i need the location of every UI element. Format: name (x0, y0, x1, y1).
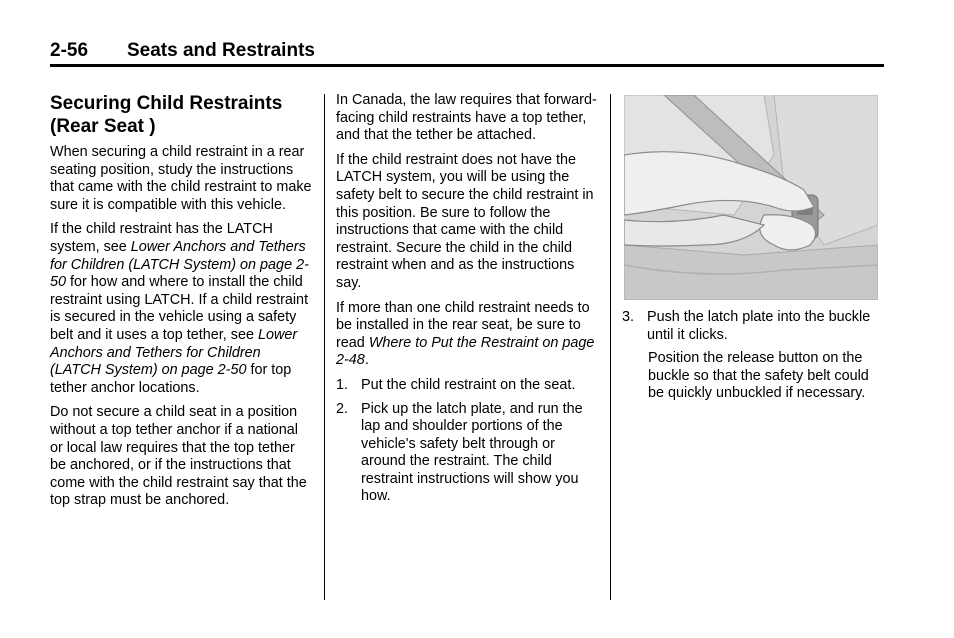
column-3 (622, 309, 884, 410)
column-1 (50, 92, 312, 517)
latch-plate-illustration (624, 95, 878, 300)
header-text (50, 40, 884, 62)
paragraph-top-tether-warning: Do not secure a child seat in a position without a top tether anchor if a national or local law requires that the top tether be anchored, or if the instructions that come with the child restraint say that the top strap must be anchored. (50, 404, 307, 509)
section-title: Seats and Restraints (127, 40, 315, 61)
cross-reference-link[interactable]: Where to Put the Restraint on page 2-48 (336, 334, 595, 369)
step-text: Put the child restraint on the seat. (361, 376, 576, 393)
section-heading: Securing Child Restraints (Rear Seat ) (50, 93, 283, 137)
column-2 (336, 92, 600, 512)
step-text: Push the latch plate into the buckle until it clicks. (647, 309, 871, 343)
step-number: 2. (336, 400, 349, 417)
step-item (336, 377, 600, 395)
paragraph-multiple-restraints (336, 300, 600, 370)
paragraph-multiple-text-b: . (364, 352, 369, 369)
step-text: Pick up the latch plate, and run the lap and shoulder portions of the vehicle's safety belt through or around the restraint. The child restraint instructions will show you how. (361, 400, 583, 505)
column-divider-1 (324, 94, 325, 600)
paragraph-compatibility: When securing a child restraint in a rear seating position, study the instructions that came with the child restraint to make sure it is compatible with this vehicle. (50, 144, 312, 213)
paragraph-latch-text-a: If the child restraint has the LATCH system, see (50, 221, 273, 255)
instruction-steps (336, 377, 600, 506)
paragraph-canada-law: In Canada, the law requires that forward-facing child restraints have a top tether, and that the tether be attached. (336, 92, 597, 144)
page-number: 2-56 (50, 40, 89, 61)
step-number: 3. (622, 309, 635, 325)
step-item (336, 401, 600, 507)
paragraph-no-latch: If the child restraint does not have the LATCH system, you will be using the safety belt to secure the child restraint in this position. Be sure to follow the instructions that came with the child restraint. Secure the child in the child restraint when and as the instructions say. (336, 151, 594, 291)
step-number: 1. (336, 376, 349, 393)
illustration-svg (624, 95, 878, 300)
step-note: Position the release button on the buckle so that the safety belt could be quickly unbuckled if necessary. (648, 350, 869, 402)
paragraph-multiple-text-a: If more than one child restraint needs to be installed in the rear seat, be sure to read (336, 299, 590, 351)
cross-reference-link[interactable]: Lower Anchors and Tethers for Children (LATCH System) on page 2-50 (50, 326, 298, 379)
paragraph-latch (50, 221, 312, 397)
page-header (50, 40, 884, 62)
column-divider-2 (610, 94, 611, 600)
cross-reference-link[interactable]: Lower Anchors and Tethers for Children (LATCH System) on page 2-50 (50, 238, 309, 291)
header-rule (50, 64, 884, 67)
paragraph-latch-text-c: for top tether anchor locations. (50, 362, 292, 396)
instruction-steps (622, 309, 884, 344)
step-item (622, 309, 884, 344)
paragraph-latch-text-b: for how and where to install the child restraint using LATCH. If a child restraint is secured in the vehicle using a safety belt and it uses a top tether, see (50, 274, 309, 343)
